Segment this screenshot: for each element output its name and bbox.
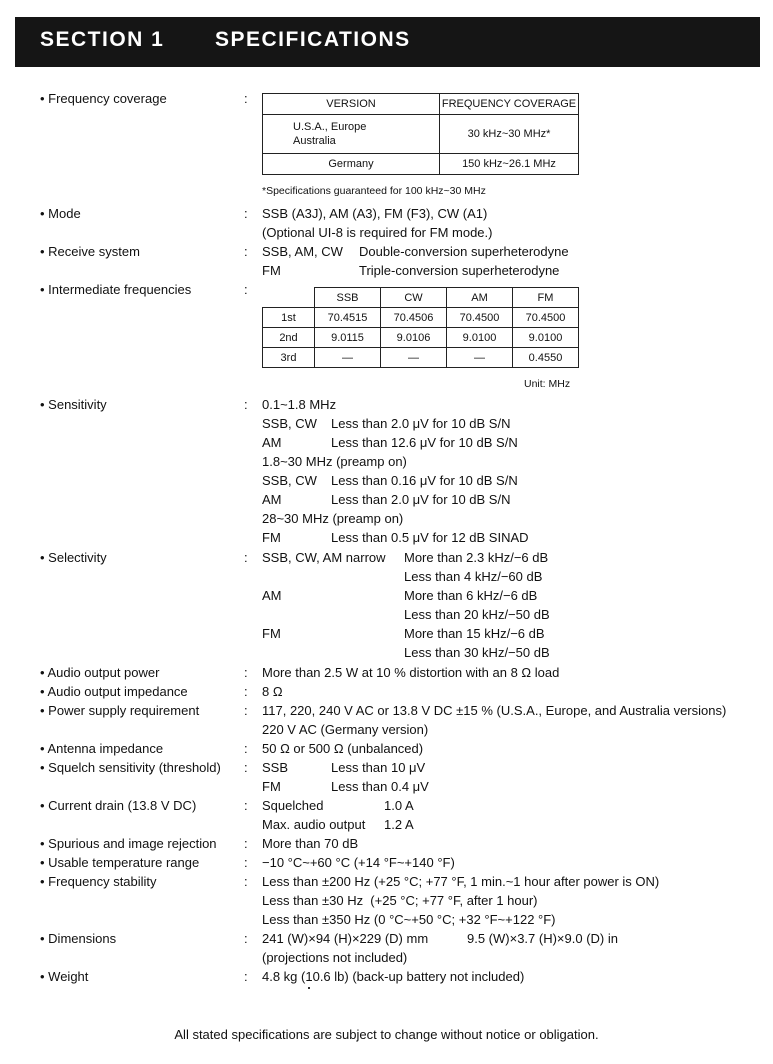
if-unit: Unit: MHz — [524, 378, 571, 390]
squelch-label: • Squelch sensitivity (threshold) — [40, 760, 221, 775]
colon: : — [244, 703, 248, 718]
colon: : — [244, 684, 248, 699]
section-title: SPECIFICATIONS — [215, 28, 411, 51]
sensitivity-mode: AM — [262, 435, 282, 450]
dimensions-imperial: 9.5 (W)×3.7 (H)×9.0 (D) in — [467, 931, 618, 946]
table-header-cell: FREQUENCY COVERAGE — [440, 94, 579, 115]
squelch-mode: SSB — [262, 760, 289, 775]
colon: : — [244, 741, 248, 756]
table-header-cell: CW — [381, 288, 447, 308]
mode-value: SSB (A3J), AM (A3), FM (F3), CW (A1) — [262, 206, 488, 221]
selectivity-mode: AM — [262, 588, 282, 603]
sensitivity-mode: SSB, CW — [262, 473, 317, 488]
sensitivity-value: Less than 0.16 μV for 10 dB S/N — [331, 473, 518, 488]
colon: : — [244, 244, 248, 259]
table-cell: 9.0100 — [513, 328, 579, 348]
current-value: 1.2 A — [384, 817, 414, 832]
freq-coverage-note: *Specifications guaranteed for 100 kHz~30 MHz — [262, 185, 486, 197]
current-value: 1.0 A — [384, 798, 414, 813]
receive-system-label: • Receive system — [40, 244, 140, 259]
squelch-mode: FM — [262, 779, 281, 794]
sensitivity-mode: FM — [262, 530, 281, 545]
freq-coverage-table — [262, 93, 579, 175]
stability-value: Less than ±30 Hz (+25 °C; +77 °F, after 1 hour) — [262, 893, 538, 908]
sensitivity-value: Less than 12.6 μV for 10 dB S/N — [331, 435, 518, 450]
table-cell: 150 kHz~26.1 MHz — [440, 154, 579, 175]
selectivity-mode: SSB, CW, AM narrow — [262, 550, 386, 565]
temperature-value: −10 °C~+60 °C (+14 °F~+140 °F) — [262, 855, 455, 870]
colon: : — [244, 874, 248, 889]
table-cell: 1st — [263, 308, 315, 328]
table-header-cell: FM — [513, 288, 579, 308]
section-header — [15, 17, 760, 67]
power-supply-value: 220 V AC (Germany version) — [262, 722, 429, 737]
colon: : — [244, 550, 248, 565]
table-cell: 2nd — [263, 328, 315, 348]
sensitivity-label: • Sensitivity — [40, 397, 107, 412]
sensitivity-value: Less than 2.0 μV for 10 dB S/N — [331, 492, 511, 507]
current-mode: Squelched — [262, 798, 324, 813]
dimensions-metric: 241 (W)×94 (H)×229 (D) mm — [262, 931, 429, 946]
table-cell: Germany — [263, 154, 440, 175]
colon: : — [244, 931, 248, 946]
sensitivity-value: Less than 0.5 μV for 12 dB SINAD — [331, 530, 529, 545]
footer-note: All stated specifications are subject to change without notice or obligation. — [174, 1027, 599, 1042]
selectivity-value: More than 15 kHz/−6 dB — [404, 626, 545, 641]
table-cell: 9.0115 — [315, 328, 381, 348]
table-cell: 70.4506 — [381, 308, 447, 328]
audio-power-label: • Audio output power — [40, 665, 160, 680]
sensitivity-band: 0.1~1.8 MHz — [262, 397, 337, 412]
audio-power-value: More than 2.5 W at 10 % distortion with an 8 Ω load — [262, 665, 560, 680]
table-row — [263, 348, 579, 368]
colon: : — [244, 282, 248, 297]
selectivity-value: Less than 20 kHz/−50 dB — [404, 607, 550, 622]
selectivity-value: Less than 30 kHz/−50 dB — [404, 645, 550, 660]
table-cell: 0.4550 — [513, 348, 579, 368]
selectivity-value: More than 6 kHz/−6 dB — [404, 588, 538, 603]
version-line: Australia — [293, 135, 336, 147]
stability-value: Less than ±350 Hz (0 °C~+50 °C; +32 °F~+122 °F) — [262, 912, 556, 927]
colon: : — [244, 91, 248, 106]
receive-mode: SSB, AM, CW — [262, 244, 343, 259]
squelch-value: Less than 10 μV — [331, 760, 426, 775]
table-cell: — — [381, 348, 447, 368]
section-number: SECTION 1 — [40, 28, 165, 51]
receive-desc: Double-conversion superheterodyne — [359, 244, 569, 259]
power-supply-label: • Power supply requirement — [40, 703, 200, 718]
power-supply-value: 117, 220, 240 V AC or 13.8 V DC ±15 % (U.S.A., Europe, and Australia versions) — [262, 703, 727, 718]
colon: : — [244, 665, 248, 680]
colon: : — [244, 836, 248, 851]
if-label: • Intermediate frequencies — [40, 282, 192, 297]
table-cell — [263, 115, 440, 154]
print-speck — [308, 987, 310, 989]
table-cell: 30 kHz~30 MHz* — [440, 115, 579, 154]
stability-label: • Frequency stability — [40, 874, 157, 889]
spurious-label: • Spurious and image rejection — [40, 836, 217, 851]
current-mode: Max. audio output — [262, 817, 366, 832]
antenna-value: 50 Ω or 500 Ω (unbalanced) — [262, 741, 424, 756]
dimensions-label: • Dimensions — [40, 931, 117, 946]
weight-value: 4.8 kg (10.6 lb) (back-up battery not included) — [262, 969, 525, 984]
stability-value: Less than ±200 Hz (+25 °C; +77 °F, 1 min.~1 hour after power is ON) — [262, 874, 660, 889]
colon: : — [244, 855, 248, 870]
table-cell: 70.4515 — [315, 308, 381, 328]
mode-label: • Mode — [40, 206, 81, 221]
sensitivity-band: 28~30 MHz (preamp on) — [262, 511, 404, 526]
table-row — [263, 154, 579, 175]
table-header-cell — [263, 288, 315, 308]
temperature-label: • Usable temperature range — [40, 855, 200, 870]
table-header-cell: AM — [447, 288, 513, 308]
colon: : — [244, 206, 248, 221]
selectivity-value: More than 2.3 kHz/−6 dB — [404, 550, 549, 565]
table-row — [263, 115, 579, 154]
current-label: • Current drain (13.8 V DC) — [40, 798, 197, 813]
dimensions-note: (projections not included) — [262, 950, 408, 965]
freq-coverage-label: • Frequency coverage — [40, 91, 167, 106]
table-cell: 9.0100 — [447, 328, 513, 348]
selectivity-mode: FM — [262, 626, 281, 641]
weight-label: • Weight — [40, 969, 89, 984]
table-cell: — — [315, 348, 381, 368]
selectivity-label: • Selectivity — [40, 550, 107, 565]
if-table — [262, 287, 579, 368]
sensitivity-band: 1.8~30 MHz (preamp on) — [262, 454, 407, 469]
colon: : — [244, 798, 248, 813]
selectivity-value: Less than 4 kHz/−60 dB — [404, 569, 543, 584]
table-cell: 70.4500 — [447, 308, 513, 328]
table-header-row — [263, 94, 579, 115]
sensitivity-mode: SSB, CW — [262, 416, 317, 431]
audio-impedance-label: • Audio output impedance — [40, 684, 188, 699]
antenna-label: • Antenna impedance — [40, 741, 164, 756]
table-row — [263, 328, 579, 348]
table-row — [263, 308, 579, 328]
table-cell: 3rd — [263, 348, 315, 368]
table-cell: 70.4500 — [513, 308, 579, 328]
receive-mode: FM — [262, 263, 281, 278]
audio-impedance-value: 8 Ω — [262, 684, 283, 699]
mode-note: (Optional UI-8 is required for FM mode.) — [262, 225, 493, 240]
version-line: U.S.A., Europe — [293, 121, 367, 133]
spurious-value: More than 70 dB — [262, 836, 359, 851]
table-header-cell: VERSION — [263, 94, 440, 115]
squelch-value: Less than 0.4 μV — [331, 779, 429, 794]
sensitivity-value: Less than 2.0 μV for 10 dB S/N — [331, 416, 511, 431]
sensitivity-mode: AM — [262, 492, 282, 507]
colon: : — [244, 397, 248, 412]
colon: : — [244, 969, 248, 984]
table-header-row — [263, 288, 579, 308]
table-cell: — — [447, 348, 513, 368]
colon: : — [244, 760, 248, 775]
table-cell: 9.0106 — [381, 328, 447, 348]
table-header-cell: SSB — [315, 288, 381, 308]
receive-desc: Triple-conversion superheterodyne — [359, 263, 560, 278]
